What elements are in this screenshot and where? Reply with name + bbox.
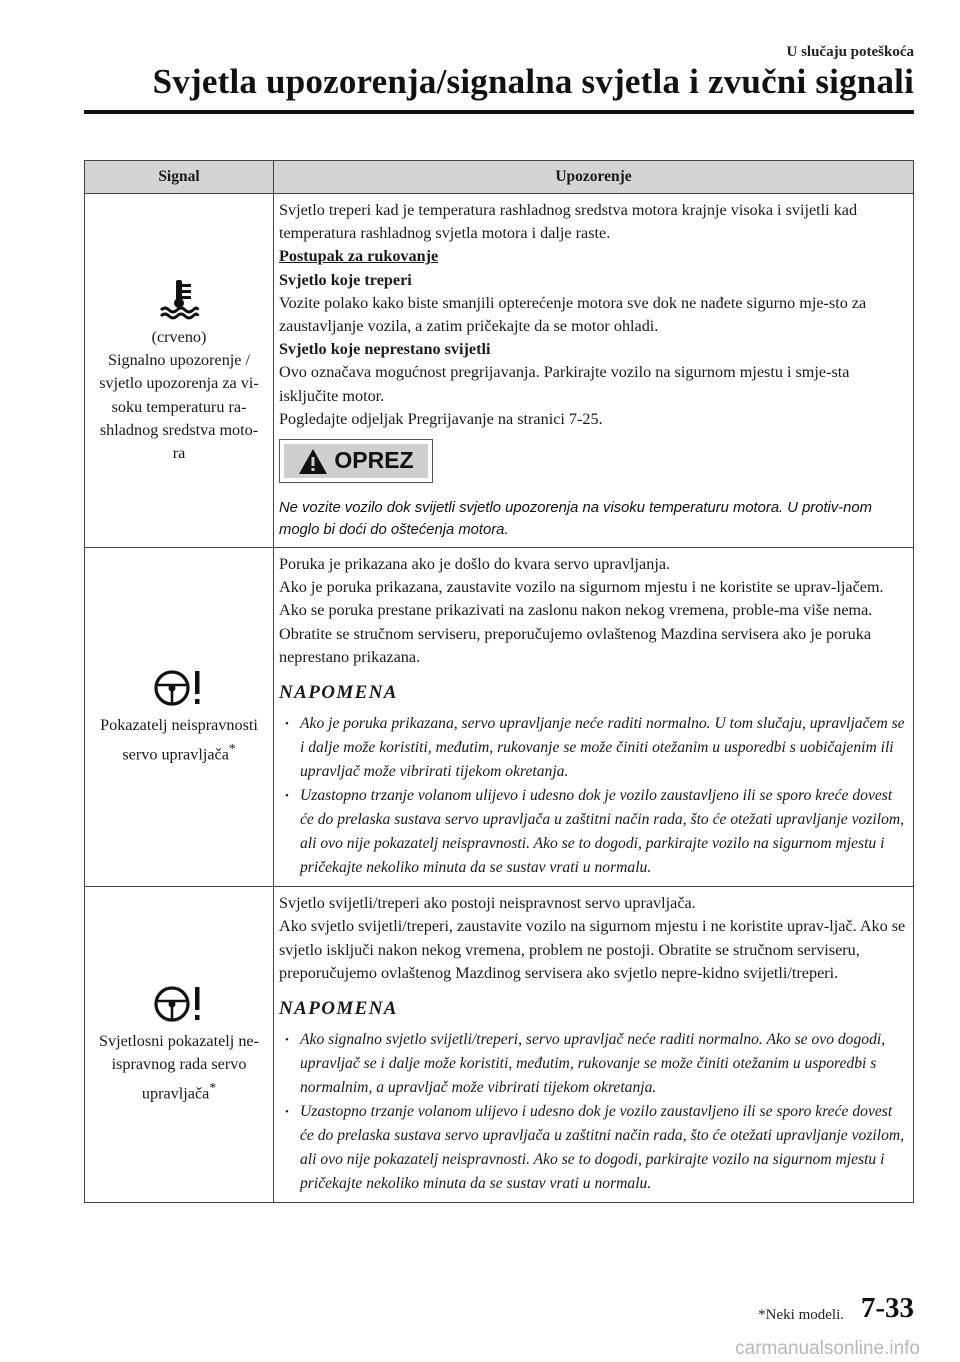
warning-body: Svjetlo svijetli/treperi ako postoji neispravnost servo upravljača. Ako svjetlo svijetli/treperi, zaustavite vozilo na sigurnom mjestu i ne koristite uprav-ljač. Ako se svjetlo isključi nakon nekog vremena, problem ne postoji. Obratite se stručnom serviseru, preporučujemo ovlaštenog Mazdinog servisera ako svjetlo nepre-kidno svijetli/treperi. bbox=[279, 894, 906, 982]
table-row bbox=[85, 887, 914, 1203]
warning-triangle-icon bbox=[298, 448, 328, 475]
signal-cell bbox=[85, 194, 274, 548]
signal-table bbox=[84, 160, 914, 1203]
warning-cell bbox=[274, 887, 914, 1203]
note-title: NAPOMENA bbox=[279, 998, 398, 1020]
caution-text: Ne vozite vozilo dok svijetli svjetlo upozorenja na visoku temperaturu motora. U protiv-nom moglo bi doći do oštećenja motora. bbox=[279, 500, 872, 539]
note-title: NAPOMENA bbox=[279, 682, 398, 704]
list-item: • Ako je poruka prikazana, servo upravljanje neće raditi normalno. U tom slučaju, upravljačem se i dalje može koristiti, međutim, rukovanje se može činiti otežanim u usporedbi s uobičajenim ili upravljač može vibrirati tijekom okretanja. bbox=[279, 712, 909, 784]
caution-banner bbox=[279, 439, 433, 483]
list-item: • Uzastopno trzanje volanom ulijevo i udesno dok je vozilo zaustavljeno ili se sporo kreće dovest će do prelaska sustava servo upravljača u zaštitni način rada, što će otežati upravljanje vozilom, ali ovo nije pokazatelj neispravnosti. Ako se to dogodi, parkirajte vozilo na sigurnom mjestu i pričekajte nekoliko minuta da se sustav vrati u normalu. bbox=[279, 1100, 909, 1196]
procedure-heading: Postupak za rukovanje bbox=[279, 247, 439, 266]
warning-body: Poruka je prikazana ako je došlo do kvara servo upravljanja. Ako je poruka prikazana, zaustavite vozilo na sigurnom mjestu i ne koristite se uprav-ljačem. Ako se poruka prestane prikazivati na zaslonu nakon nekog vremena, proble-ma više nema. Obratite se stručnom serviseru, preporučujemo ovlaštenog Mazdina servisera ako je poruka neprestano prikazana. bbox=[279, 555, 884, 666]
table-row bbox=[85, 548, 914, 887]
watermark: carmanualsonline.info bbox=[735, 1338, 920, 1359]
reference-text: Pogledajte odjeljak Pregrijavanje na stranici 7-25. bbox=[279, 409, 603, 428]
section-title: U slučaju poteškoća bbox=[786, 44, 914, 60]
page-number: 7-33 bbox=[860, 1292, 914, 1324]
steering-warning-icon bbox=[152, 668, 206, 708]
signal-label-line: servo upravljača bbox=[122, 745, 229, 764]
flash-text: Vozite polako kako biste smanjili opterećenje motora sve dok ne nađete sigurno mje-sto za zaustavljanje vozila, a zatim pričekajte da se motor ohladi. bbox=[279, 293, 867, 336]
column-header-signal: Signal bbox=[85, 161, 274, 194]
warning-cell bbox=[274, 194, 914, 548]
signal-label-line: upravljača bbox=[141, 1084, 210, 1103]
signal-label-line: Svjetlosni pokazatelj ne- bbox=[98, 1031, 260, 1050]
list-item: • Ako signalno svjetlo svijetli/treperi, servo upravljač neće raditi normalno. Ako se ovo dogodi, upravljač se i dalje može koristiti, međutim, rukovanje se može činiti otežanim u usporedbi s normalnim, a upravljač može vibrirati tijekom okretanja. bbox=[279, 1028, 909, 1100]
signal-label-line: svjetlo upozorenja za vi- bbox=[99, 374, 259, 393]
signal-cell bbox=[85, 548, 274, 887]
warning-intro: Svjetlo treperi kad je temperatura rashladnog sredstva motora krajnje visoka i svijetli kad temperatura rashladnog svjetla motora i dalje raste. bbox=[279, 201, 858, 243]
steering-warning-icon bbox=[152, 984, 206, 1024]
coolant-temperature-icon bbox=[157, 276, 201, 320]
footnote: *Neki modeli. bbox=[758, 1307, 844, 1323]
signal-label-line: (crveno) bbox=[151, 327, 207, 346]
caution-label: OPREZ bbox=[334, 447, 414, 474]
list-item: • Uzastopno trzanje volanom ulijevo i udesno dok je vozilo zaustavljeno ili se sporo kreće dovest će do prelaska sustava servo upravljača u zaštitni način rada, što će otežati upravljanje vozilom, ali ovo nije pokazatelj neispravnosti. Ako se to dogodi, parkirajte vozilo na sigurnom mjestu i pričekajte nekoliko minuta da se sustav vrati u normalu. bbox=[279, 784, 909, 880]
asterisk-mark: * bbox=[228, 740, 236, 756]
steady-text: Ovo označava mogućnost pregrijavanja. Parkirajte vozilo na sigurnom mjestu i smje-sta isključite motor. bbox=[279, 363, 850, 405]
table-header-row bbox=[85, 161, 914, 194]
signal-label-line: ispravnog rada servo bbox=[111, 1054, 247, 1073]
flash-heading: Svjetlo koje treperi bbox=[279, 270, 412, 289]
table-row bbox=[85, 194, 914, 548]
signal-label-line: Pokazatelj neispravnosti bbox=[100, 715, 258, 734]
signal-label-line: Signalno upozorenje / bbox=[107, 351, 251, 370]
signal-label-line: soku temperaturu ra- bbox=[111, 397, 247, 416]
signal-label-line: ra bbox=[172, 443, 186, 462]
steady-heading: Svjetlo koje neprestano svijetli bbox=[279, 340, 491, 359]
signal-cell bbox=[85, 887, 274, 1203]
asterisk-mark: * bbox=[209, 1080, 217, 1096]
signal-label-line: shladnog sredstva moto- bbox=[99, 420, 259, 439]
page-title: Svjetla upozorenja/signalna svjetla i zvučni signali bbox=[152, 62, 914, 101]
warning-cell bbox=[274, 548, 914, 887]
column-header-warning: Upozorenje bbox=[274, 161, 914, 194]
header-divider bbox=[84, 110, 914, 114]
